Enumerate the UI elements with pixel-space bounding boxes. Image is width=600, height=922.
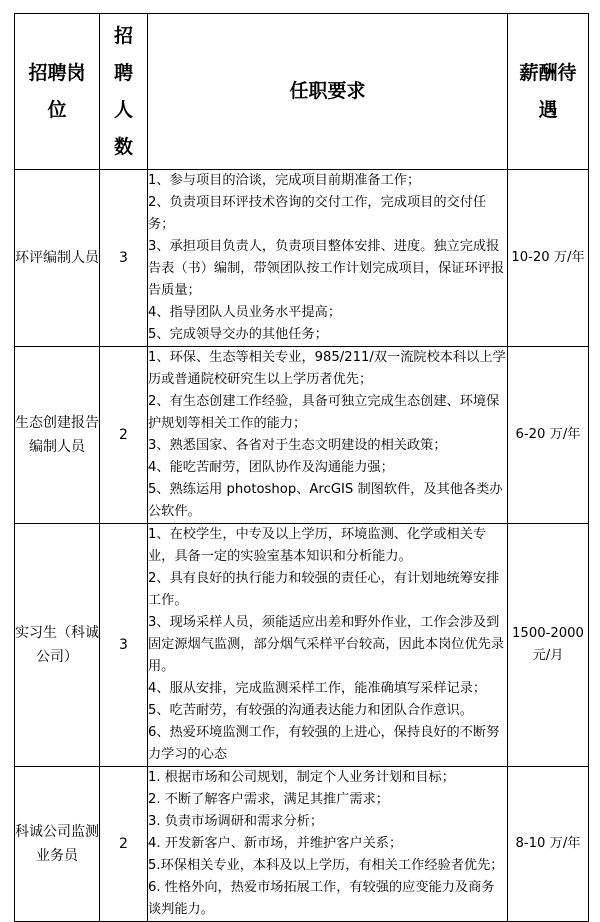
requirement-item: 4、指导团队人员业务水平提高； (148, 305, 342, 320)
position-text: 环评编制人员 (15, 250, 99, 266)
header-count (100, 14, 148, 170)
requirement-item: 4、服从安排，完成监测采样工作，能准确填写采样记录； (148, 681, 487, 696)
salary-text: 1500-2000 元/月 (512, 626, 584, 663)
count-text: 2 (119, 836, 128, 852)
requirement-item: 3、现场采样人员，须能适应出差和野外作业，工作会涉及到固定源烟气监测，部分烟气采样平台较高，因此本岗位优先录用。 (148, 615, 505, 674)
count-text: 3 (119, 637, 128, 653)
requirement-item: 6. 性格外向，热爱市场拓展工作，有较强的应变能力及商务谈判能力。 (148, 880, 495, 917)
table-row (15, 170, 589, 347)
requirement-item: 1、环保、生态等相关专业，985/211/双一流院校本科以上学历或普通院校研究生以上学历者优先； (148, 350, 506, 387)
position-cell (15, 347, 100, 524)
requirement-item: 2、负责项目环评技术咨询的交付工作，完成项目的交付任务； (148, 195, 487, 232)
count-text: 3 (119, 250, 128, 266)
requirement-item: 1. 根据市场和公司规划，制定个人业务计划和目标； (148, 770, 455, 785)
requirement-item: 1、在校学生，中专及以上学历，环境监测、化学或相关专业，具备一定的实验室基本知识和分析能力。 (148, 527, 487, 564)
count-text: 2 (119, 427, 128, 443)
header-row (15, 14, 589, 170)
header-salary (508, 14, 589, 170)
table-row (15, 524, 589, 767)
position-text: 生态创建报告编制人员 (15, 415, 99, 455)
requirement-item: 3. 负责市场调研和需求分析； (148, 814, 324, 829)
requirement-item: 5、完成领导交办的其他任务； (148, 327, 328, 342)
recruitment-table (14, 13, 589, 922)
salary-cell (508, 767, 589, 922)
position-cell (15, 524, 100, 767)
table-row (15, 347, 589, 524)
header-requirements (148, 14, 508, 170)
header-position-text: 招聘岗位 (28, 61, 86, 121)
requirement-item: 3、承担项目负责人，负责项目整体安排、进度。独立完成报告表（书）编制，带领团队按工作计划完成项目，保证环评报告质量； (148, 239, 505, 298)
requirement-item: 5、熟练运用 photoshop、ArcGIS 制图软件，及其他各类办公软件。 (148, 482, 503, 519)
header-salary-text: 薪酬待遇 (519, 61, 577, 121)
salary-text: 6-20 万/年 (515, 427, 581, 442)
position-text: 科诚公司监测业务员 (15, 824, 99, 864)
requirements-cell (148, 524, 508, 767)
position-cell (15, 170, 100, 347)
table-row (15, 767, 589, 922)
count-cell (100, 767, 148, 922)
count-cell (100, 170, 148, 347)
requirement-item: 2、有生态创建工作经验，具备可独立完成生态创建、环境保护规划等相关工作的能力； (148, 394, 500, 431)
requirement-item: 6、热爱环境监测工作，有较强的上进心，保持良好的不断努力学习的心态 (148, 725, 500, 762)
salary-text: 10-20 万/年 (511, 250, 585, 265)
salary-cell (508, 170, 589, 347)
requirements-cell (148, 347, 508, 524)
count-cell (100, 524, 148, 767)
requirement-item: 5.环保相关专业，本科及以上学历，有相关工作经验者优先； (148, 858, 504, 873)
requirements-cell (148, 170, 508, 347)
salary-text: 8-10 万/年 (515, 836, 581, 851)
requirements-cell (148, 767, 508, 922)
salary-cell (508, 347, 589, 524)
requirement-item: 2. 不断了解客户需求，满足其推广需求； (148, 792, 389, 807)
requirement-item: 4、能吃苦耐劳，团队协作及沟通能力强； (148, 460, 394, 475)
requirement-item: 5、吃苦耐劳，有较强的沟通表达能力和团队合作意识。 (148, 703, 473, 718)
requirement-item: 4. 开发新客户、新市场，并维护客户关系； (148, 836, 403, 851)
header-requirements-text: 任职要求 (289, 80, 366, 102)
requirement-item: 2、具有良好的执行能力和较强的责任心，有计划地统筹安排工作。 (148, 571, 500, 608)
position-text: 实习生（科诚公司） (15, 625, 99, 665)
requirement-item: 3、熟悉国家、各省对于生态文明建设的相关政策； (148, 438, 447, 453)
count-cell (100, 347, 148, 524)
header-position (15, 14, 100, 170)
salary-cell (508, 524, 589, 767)
header-count-text: 招聘人数 (113, 24, 133, 158)
position-cell (15, 767, 100, 922)
requirement-item: 1、参与项目的洽谈，完成项目前期准备工作； (148, 173, 421, 188)
